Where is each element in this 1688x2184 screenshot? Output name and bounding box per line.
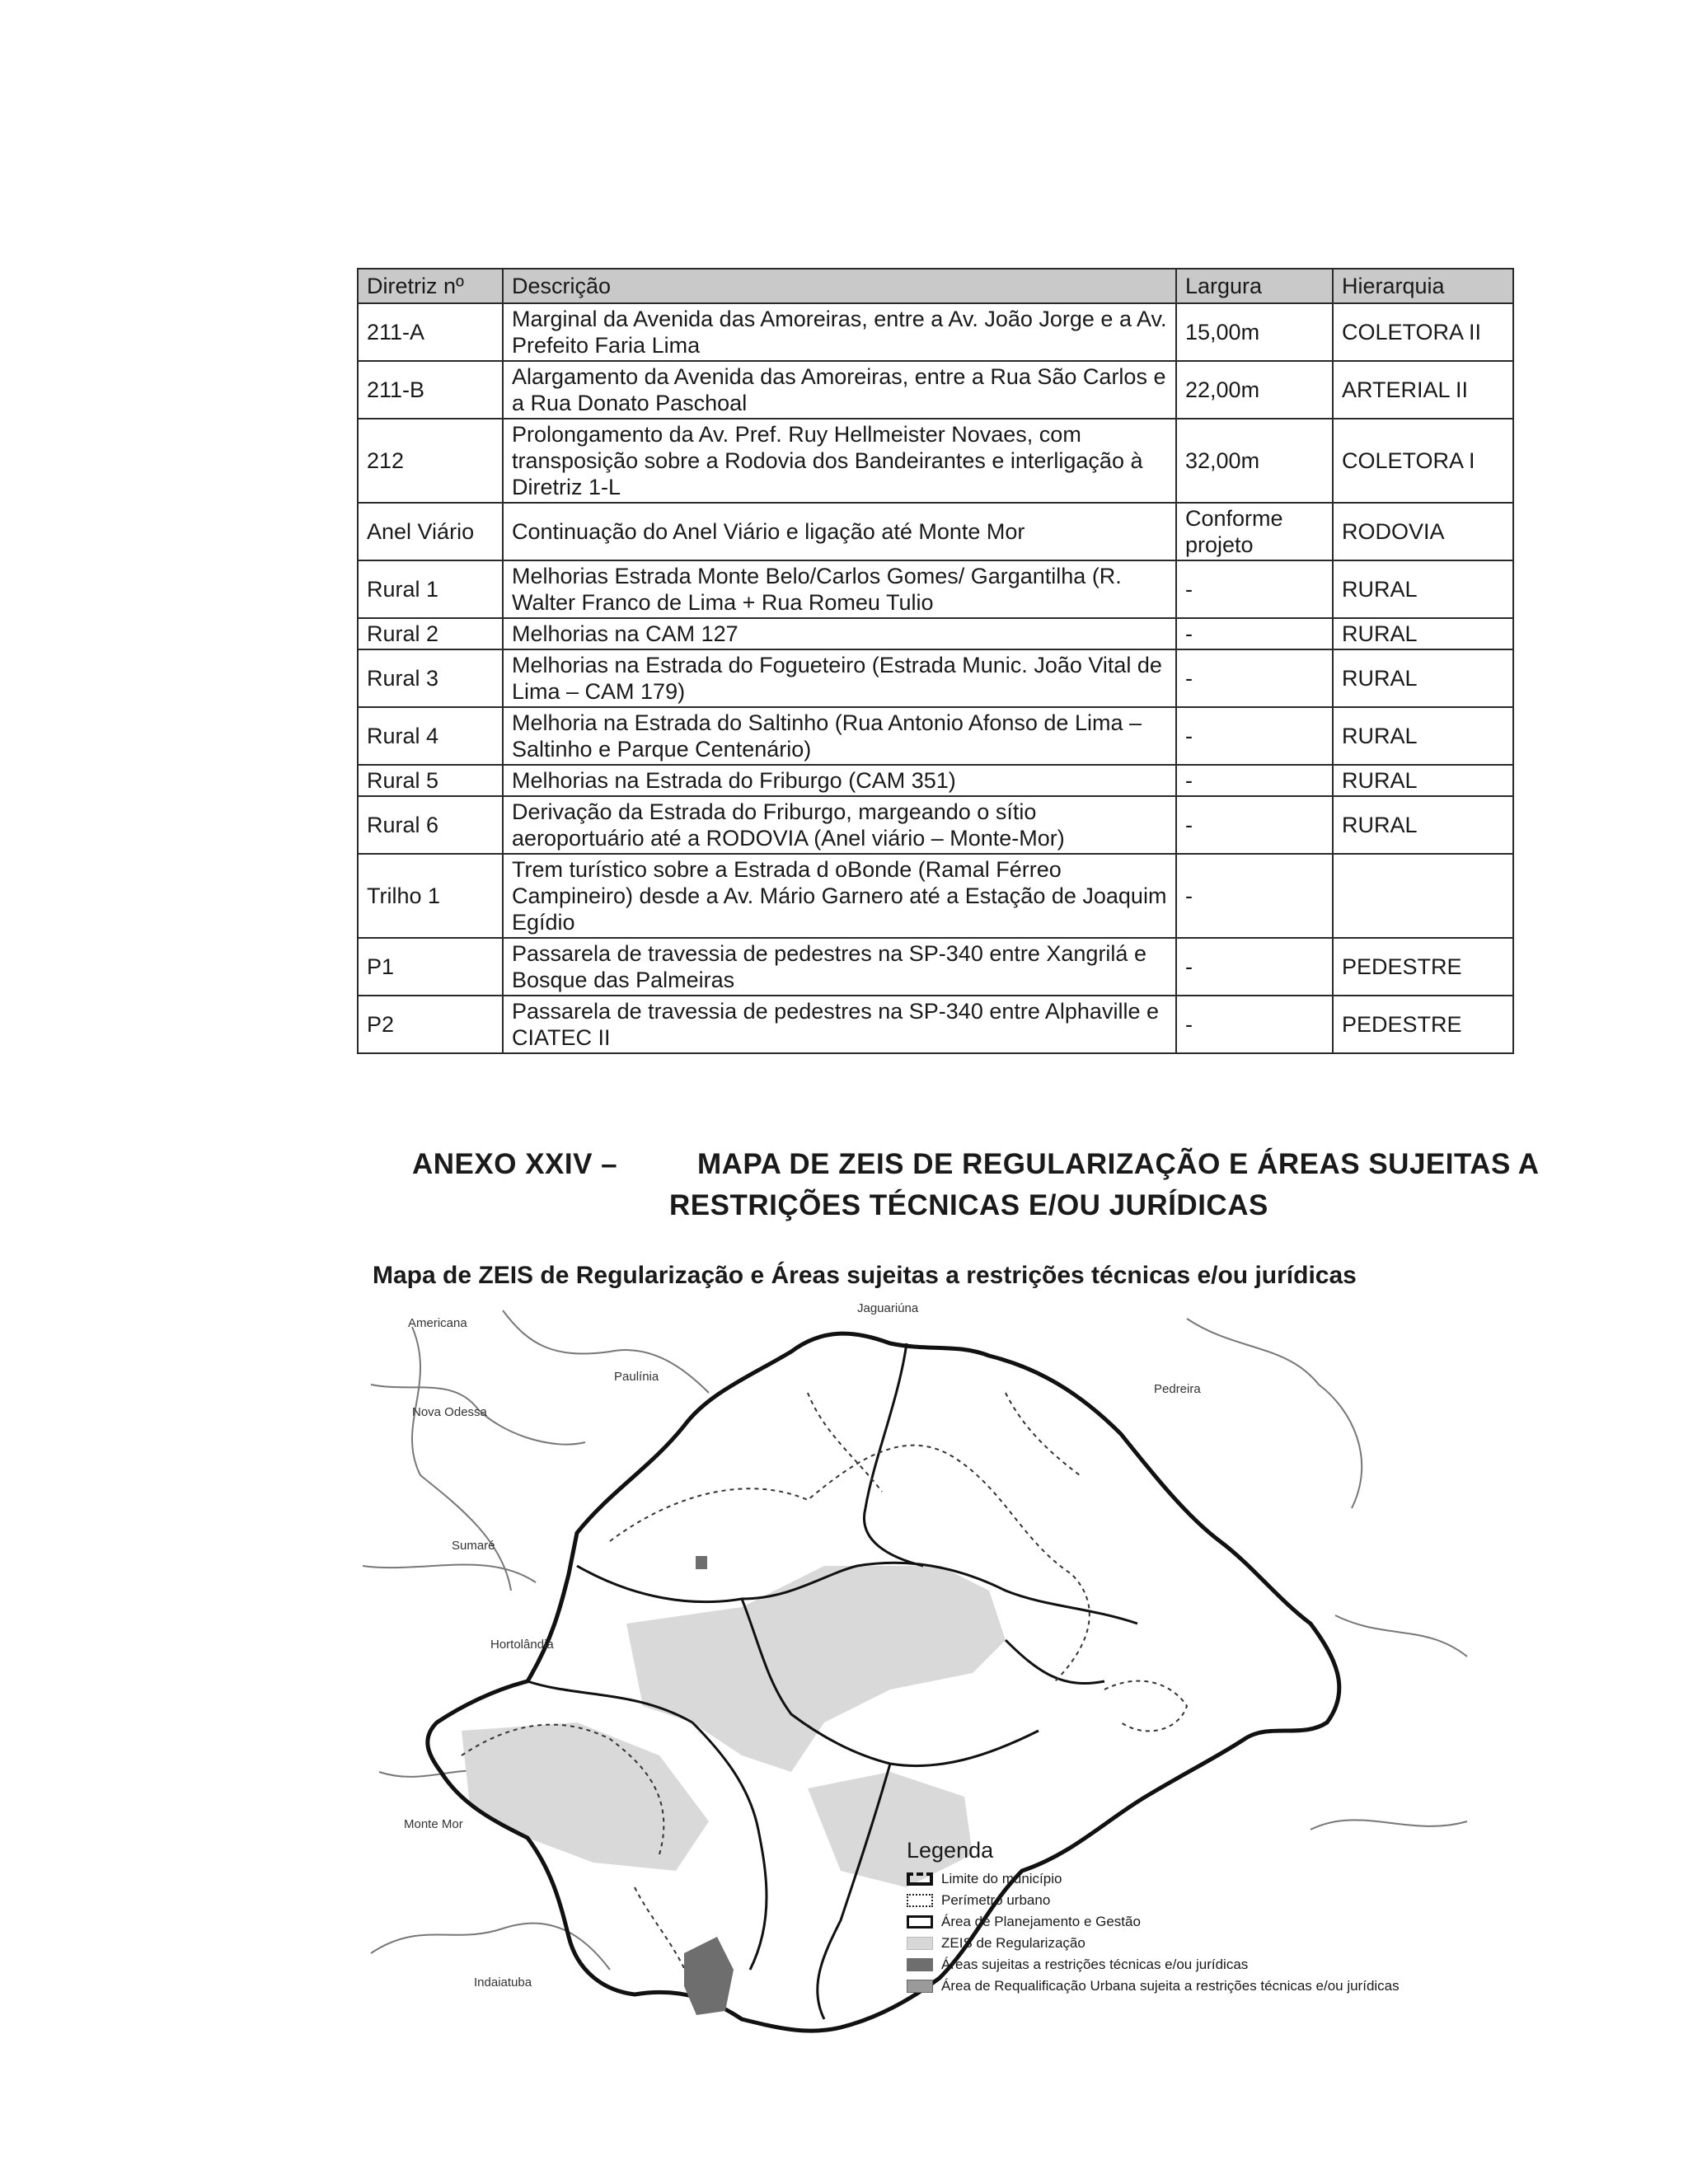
hierarquia-cell: RURAL bbox=[1333, 796, 1513, 854]
descricao-cell: Continuação do Anel Viário e ligação até Monte Mor bbox=[503, 503, 1176, 560]
perimeter-line bbox=[1006, 1393, 1080, 1475]
legend-item bbox=[907, 1868, 1400, 1890]
legend-title: Legenda bbox=[907, 1838, 994, 1863]
annex-title-line2: RESTRIÇÕES TÉCNICAS E/OU JURÍDICAS bbox=[669, 1189, 1268, 1221]
legend-item bbox=[907, 1975, 1400, 1997]
column-header: Largura bbox=[1176, 269, 1333, 303]
hierarquia-cell: PEDESTRE bbox=[1333, 996, 1513, 1053]
diretriz-cell: Trilho 1 bbox=[358, 854, 503, 938]
hierarquia-cell: RODOVIA bbox=[1333, 503, 1513, 560]
hierarquia-cell: RURAL bbox=[1333, 618, 1513, 649]
table-row bbox=[358, 419, 1513, 503]
descricao-cell: Passarela de travessia de pedestres na SP-340 entre Xangrilá e Bosque das Palmeiras bbox=[503, 938, 1176, 996]
descricao-cell: Melhorias Estrada Monte Belo/Carlos Gomes/ Gargantilha (R. Walter Franco de Lima + Rua Romeu Tulio bbox=[503, 560, 1176, 618]
hierarquia-cell: RURAL bbox=[1333, 560, 1513, 618]
diretriz-cell: Rural 5 bbox=[358, 765, 503, 796]
descricao-cell: Marginal da Avenida das Amoreiras, entre a Av. João Jorge e a Av. Prefeito Faria Lima bbox=[503, 303, 1176, 361]
zeis-swatch bbox=[907, 1937, 933, 1950]
place-nova-odessa: Nova Odessa bbox=[412, 1405, 487, 1419]
annex-label: ANEXO XXIV – bbox=[412, 1148, 618, 1180]
legend-label: Área de Requalificação Urbana sujeita a restrições técnicas e/ou jurídicas bbox=[941, 1978, 1400, 1994]
descricao-cell: Passarela de travessia de pedestres na SP-340 entre Alphaville e CIATEC II bbox=[503, 996, 1176, 1053]
perimeter-line bbox=[808, 1393, 882, 1492]
map-legend bbox=[907, 1838, 1400, 1997]
legend-label: Limite do município bbox=[941, 1871, 1062, 1886]
descricao-cell: Melhorias na Estrada do Friburgo (CAM 351) bbox=[503, 765, 1176, 796]
largura-cell: Conforme projeto bbox=[1176, 503, 1333, 560]
hierarquia-cell bbox=[1333, 854, 1513, 938]
legend-item bbox=[907, 1933, 1400, 1954]
column-header: Hierarquia bbox=[1333, 269, 1513, 303]
descricao-cell: Trem turístico sobre a Estrada d oBonde (Ramal Férreo Campineiro) desde a Av. Mário Garnero até a Estação de Joaquim Egídio bbox=[503, 854, 1176, 938]
table-row bbox=[358, 707, 1513, 765]
boundary-line bbox=[1311, 1820, 1467, 1830]
restricted-area bbox=[696, 1556, 707, 1569]
planning-area-line bbox=[1006, 1640, 1104, 1684]
place-americana: Americana bbox=[408, 1316, 467, 1330]
place-hortolandia: Hortolândia bbox=[490, 1638, 554, 1652]
hierarquia-cell: COLETORA II bbox=[1333, 303, 1513, 361]
place-paulinia: Paulínia bbox=[614, 1370, 659, 1384]
largura-cell: - bbox=[1176, 707, 1333, 765]
zeis-area bbox=[462, 1722, 709, 1871]
requalification-area-swatch bbox=[907, 1980, 933, 1993]
diretriz-cell: Rural 3 bbox=[358, 649, 503, 707]
diretriz-cell: P2 bbox=[358, 996, 503, 1053]
diretriz-cell: 211-B bbox=[358, 361, 503, 419]
restricted-area bbox=[684, 1937, 734, 2015]
largura-cell: - bbox=[1176, 996, 1333, 1053]
table-row bbox=[358, 938, 1513, 996]
diretriz-cell: Rural 4 bbox=[358, 707, 503, 765]
zeis-area bbox=[626, 1566, 1006, 1772]
diretriz-cell: P1 bbox=[358, 938, 503, 996]
descricao-cell: Derivação da Estrada do Friburgo, margeando o sítio aeroportuário até a RODOVIA (Anel viário – Monte-Mor) bbox=[503, 796, 1176, 854]
table-body bbox=[358, 303, 1513, 1053]
hierarquia-cell: RURAL bbox=[1333, 649, 1513, 707]
planning-area-swatch bbox=[907, 1915, 933, 1929]
table-row bbox=[358, 560, 1513, 618]
table-row bbox=[358, 303, 1513, 361]
boundary-line bbox=[503, 1310, 709, 1393]
diretriz-cell: Rural 2 bbox=[358, 618, 503, 649]
largura-cell: 22,00m bbox=[1176, 361, 1333, 419]
table-row bbox=[358, 854, 1513, 938]
largura-cell: - bbox=[1176, 854, 1333, 938]
largura-cell: - bbox=[1176, 560, 1333, 618]
legend-item bbox=[907, 1890, 1400, 1911]
largura-cell: 15,00m bbox=[1176, 303, 1333, 361]
hierarquia-cell: RURAL bbox=[1333, 765, 1513, 796]
place-monte-mor: Monte Mor bbox=[404, 1817, 463, 1831]
descricao-cell: Melhorias na Estrada do Fogueteiro (Estrada Munic. João Vital de Lima – CAM 179) bbox=[503, 649, 1176, 707]
place-indaiatuba: Indaiatuba bbox=[474, 1975, 532, 1990]
diretriz-cell: 211-A bbox=[358, 303, 503, 361]
municipality-limit-swatch bbox=[907, 1872, 933, 1886]
table-row bbox=[358, 361, 1513, 419]
perimeter-line bbox=[1104, 1681, 1187, 1732]
boundary-line bbox=[363, 1564, 536, 1582]
hierarquia-cell: COLETORA I bbox=[1333, 419, 1513, 503]
largura-cell: 32,00m bbox=[1176, 419, 1333, 503]
largura-cell: - bbox=[1176, 796, 1333, 854]
hierarquia-cell: PEDESTRE bbox=[1333, 938, 1513, 996]
boundary-line bbox=[1187, 1319, 1362, 1508]
diretriz-cell: Rural 6 bbox=[358, 796, 503, 854]
legend-item bbox=[907, 1954, 1400, 1975]
descricao-cell: Melhorias na CAM 127 bbox=[503, 618, 1176, 649]
guidelines-table bbox=[357, 268, 1514, 1054]
restricted-area-swatch bbox=[907, 1958, 933, 1971]
perimeter-line bbox=[635, 1887, 692, 1986]
boundary-line bbox=[371, 1924, 610, 1970]
legend-label: Perímetro urbano bbox=[941, 1892, 1051, 1908]
legend-label: Áreas sujeitas a restrições técnicas e/ou jurídicas bbox=[941, 1957, 1249, 1972]
table-row bbox=[358, 996, 1513, 1053]
largura-cell: - bbox=[1176, 938, 1333, 996]
legend-label: Área de Planejamento e Gestão bbox=[941, 1914, 1141, 1929]
place-pedreira: Pedreira bbox=[1154, 1382, 1201, 1396]
hierarquia-cell: RURAL bbox=[1333, 707, 1513, 765]
boundary-line bbox=[1335, 1615, 1467, 1657]
table-row bbox=[358, 765, 1513, 796]
largura-cell: - bbox=[1176, 649, 1333, 707]
legend-item bbox=[907, 1911, 1400, 1933]
largura-cell: - bbox=[1176, 765, 1333, 796]
urban-perimeter-swatch bbox=[907, 1894, 933, 1907]
descricao-cell: Melhoria na Estrada do Saltinho (Rua Antonio Afonso de Lima – Saltinho e Parque Centenário) bbox=[503, 707, 1176, 765]
table-row bbox=[358, 796, 1513, 854]
place-sumare: Sumaré bbox=[452, 1539, 495, 1553]
descricao-cell: Prolongamento da Av. Pref. Ruy Hellmeister Novaes, com transposição sobre a Rodovia dos Bandeirantes e interligação à Diretriz 1-L bbox=[503, 419, 1176, 503]
column-header: Descrição bbox=[503, 269, 1176, 303]
legend-label: ZEIS de Regularização bbox=[941, 1935, 1085, 1951]
hierarquia-cell: ARTERIAL II bbox=[1333, 361, 1513, 419]
annex-title-line1: MAPA DE ZEIS DE REGULARIZAÇÃO E ÁREAS SUJEITAS A bbox=[697, 1148, 1540, 1180]
table-header-row bbox=[358, 269, 1513, 303]
largura-cell: - bbox=[1176, 618, 1333, 649]
place-jaguariuna: Jaguariúna bbox=[857, 1301, 919, 1315]
table-row bbox=[358, 618, 1513, 649]
map-title: Mapa de ZEIS de Regularização e Áreas sujeitas a restrições técnicas e/ou jurídicas bbox=[373, 1262, 1357, 1289]
column-header: Diretriz nº bbox=[358, 269, 503, 303]
descricao-cell: Alargamento da Avenida das Amoreiras, entre a Rua São Carlos e a Rua Donato Paschoal bbox=[503, 361, 1176, 419]
diretriz-cell: Anel Viário bbox=[358, 503, 503, 560]
diretriz-cell: Rural 1 bbox=[358, 560, 503, 618]
table-row bbox=[358, 649, 1513, 707]
table-row bbox=[358, 503, 1513, 560]
diretriz-cell: 212 bbox=[358, 419, 503, 503]
